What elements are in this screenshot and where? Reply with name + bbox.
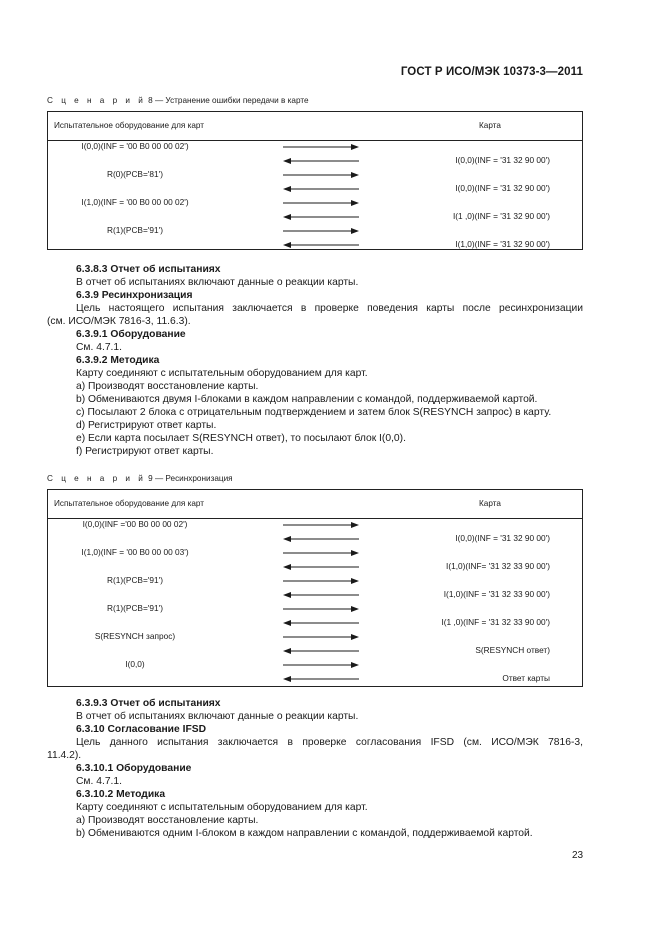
arrow-left-icon (283, 592, 359, 598)
arrow-right-icon (283, 606, 359, 612)
arrow-left-icon (283, 186, 359, 192)
list-item: b) Обмениваются одним I-блоком в каждом направлении с командой, поддерживаемой картой. (76, 828, 533, 839)
section-6383-body: В отчет об испытаниях включают данные о реакции карты. (76, 277, 359, 288)
arrow-right-icon (283, 144, 359, 150)
card-message: I(1,0)(INF = '31 32 33 90 00') (443, 589, 550, 599)
section-6393-body: В отчет об испытаниях включают данные о реакции карты. (76, 711, 359, 722)
section-6393-heading: 6.3.9.3 Отчет об испытаниях (76, 698, 221, 709)
arrow-left-icon (283, 564, 359, 570)
section-6310-body-line1: Цель данного испытания заключается в проверке согласования IFSD (см. ИСО/МЭК 7816-3, (76, 737, 583, 748)
list-item: с) Посылают 2 блока с отрицательным подтверждением и затем блок S(RESYNCH запрос) в карту. (76, 407, 552, 418)
list-item: d) Регистрируют ответ карты. (76, 420, 217, 431)
section-639-body-line1: Цель настоящего испытания заключается в проверке поведения карты после ресинхронизации (76, 303, 583, 314)
table-left-border (47, 112, 48, 249)
table-right-border (582, 112, 583, 249)
scenario-9-caption (47, 474, 233, 483)
section-6392-body: Карту соединяют с испытательным оборудованием для карт. (76, 368, 368, 379)
list-item: а) Производят восстановление карты. (76, 381, 259, 392)
list-item: а) Производят восстановление карты. (76, 815, 259, 826)
table-header (47, 490, 583, 519)
equipment-message: R(1)(PCB='91') (107, 575, 163, 585)
list-item: b) Обмениваются двумя I-блоками в каждом направлении с командой, поддерживаемой картой. (76, 394, 538, 405)
arrow-right-icon (283, 522, 359, 528)
card-message: I(1,0)(INF= '31 32 33 90 00') (446, 561, 550, 571)
section-6391-heading: 6.3.9.1 Оборудование (76, 329, 186, 340)
arrow-right-icon (283, 550, 359, 556)
page-number: 23 (572, 850, 584, 861)
equipment-message: R(1)(PCB='91') (107, 603, 163, 613)
equipment-message: R(0)(PCB='81') (107, 169, 163, 179)
card-message: I(1 ,0)(INF = '31 32 33 90 00') (441, 617, 550, 627)
document-header: ГОСТ Р ИСО/МЭК 10373-3—2011 (400, 66, 583, 78)
card-message: I(0,0)(INF = '31 32 90 00') (455, 183, 550, 193)
section-6310-heading: 6.3.10 Согласование IFSD (76, 724, 207, 735)
arrow-left-icon (283, 242, 359, 248)
card-message: I(0,0)(INF = '31 32 90 00') (455, 155, 550, 165)
arrow-left-icon (283, 648, 359, 654)
arrow-right-icon (283, 200, 359, 206)
arrow-right-icon (283, 228, 359, 234)
arrow-right-icon (283, 634, 359, 640)
arrow-left-icon (283, 620, 359, 626)
arrow-right-icon (283, 662, 359, 668)
section-639-heading: 6.3.9 Ресинхронизация (76, 290, 193, 301)
table-right-border (582, 490, 583, 686)
arrow-left-icon (283, 158, 359, 164)
arrow-right-icon (283, 172, 359, 178)
equipment-message: I(1,0)(INF = '00 B0 00 00 02') (81, 197, 189, 207)
card-message: I(1 ,0)(INF = '31 32 90 00') (452, 211, 550, 221)
arrow-left-icon (283, 676, 359, 682)
equipment-message: I(0,0) (125, 659, 145, 669)
section-63101-body: См. 4.7.1. (76, 776, 122, 787)
section-63101-heading: 6.3.10.1 Оборудование (76, 763, 192, 774)
column-header-equipment: Испытательное оборудование для карт (54, 121, 205, 130)
table-left-border (47, 490, 48, 686)
scenario-8-caption (47, 96, 309, 105)
card-message: I(0,0)(INF = '31 32 90 00') (455, 533, 550, 543)
scenario-8-table (47, 111, 583, 250)
table-header (47, 112, 583, 141)
section-639-body-line2: (см. ИСО/МЭК 7816-3, 11.6.3). (47, 316, 191, 327)
section-6383-heading: 6.3.8.3 Отчет об испытаниях (76, 264, 221, 275)
list-item: f) Регистрируют ответ карты. (76, 446, 214, 457)
scenario-9-table (47, 489, 583, 687)
arrow-left-icon (283, 536, 359, 542)
card-message: Ответ карты (502, 673, 550, 683)
caption-prefix: С ц е н а р и й (47, 96, 146, 105)
caption-text: 9 — Ресинхронизация (148, 474, 233, 483)
column-header-card: Карта (479, 121, 501, 130)
column-header-card: Карта (479, 499, 501, 508)
section-6310-body-line2: 11.4.2). (47, 750, 82, 761)
section-6392-heading: 6.3.9.2 Методика (76, 355, 160, 366)
section-63102-heading: 6.3.10.2 Методика (76, 789, 166, 800)
section-6391-body: См. 4.7.1. (76, 342, 122, 353)
arrow-left-icon (283, 214, 359, 220)
equipment-message: I(0,0)(INF = '00 B0 00 00 02') (81, 141, 189, 151)
equipment-message: R(1)(PCB='91') (107, 225, 163, 235)
caption-prefix: С ц е н а р и й (47, 474, 146, 483)
section-63102-body: Карту соединяют с испытательным оборудованием для карт. (76, 802, 368, 813)
equipment-message: S(RESYNCH запрос) (94, 631, 176, 641)
caption-text: 8 — Устранение ошибки передачи в карте (148, 96, 309, 105)
list-item: е) Если карта посылает S(RESYNCH ответ), то посылают блок I(0,0). (76, 433, 406, 444)
card-message: I(1,0)(INF = '31 32 90 00') (455, 239, 550, 249)
card-message: S(RESYNCH ответ) (475, 645, 550, 655)
equipment-message: I(0,0)(INF ='00 B0 00 00 02') (82, 519, 188, 529)
column-header-equipment: Испытательное оборудование для карт (54, 499, 205, 508)
arrow-right-icon (283, 578, 359, 584)
equipment-message: I(1,0)(INF = '00 B0 00 00 03') (81, 547, 189, 557)
